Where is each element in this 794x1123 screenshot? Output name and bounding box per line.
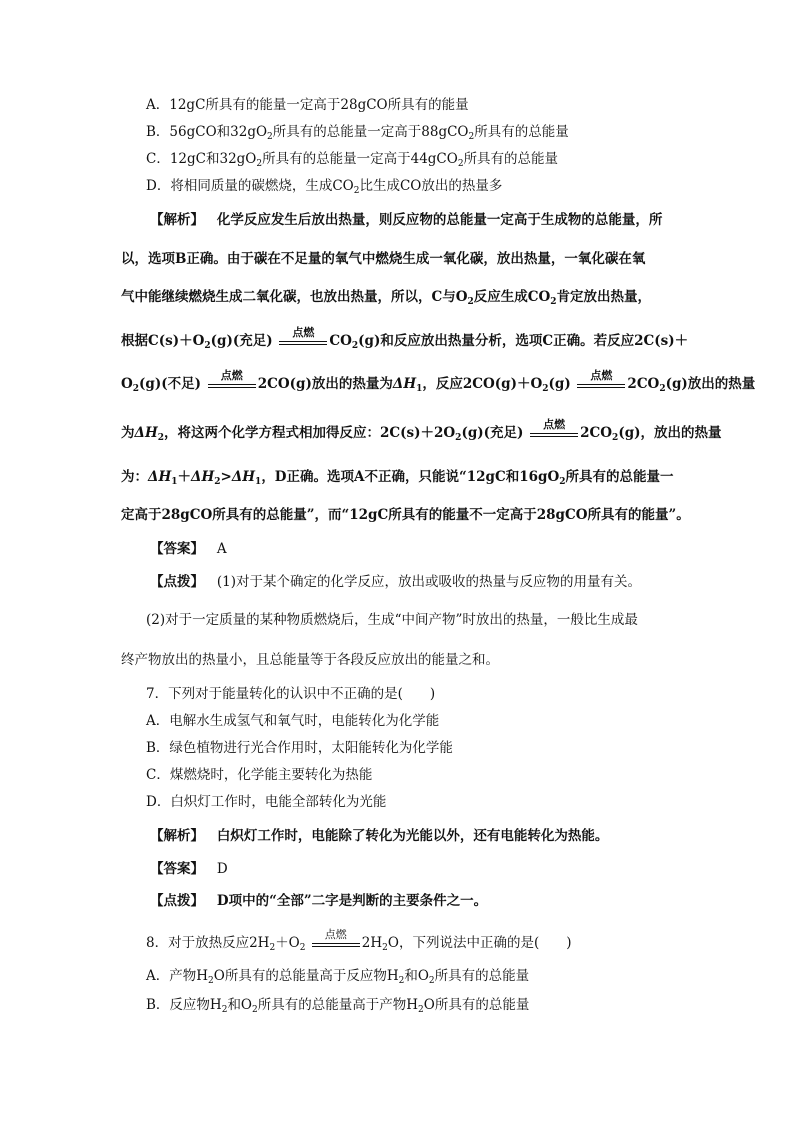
q6-option-b: B．56gCO和$32gO_2$所具有的总能量一定高于88gCO$_2$所具有的总能量 (146, 124, 569, 142)
q7-stem: 7．下列对于能量转化的认识中不正确的是( ) (146, 686, 436, 702)
ignite-arrow: 点燃 (279, 334, 327, 350)
q6-option-a: A．12gC所具有的能量一定高于28gCO所具有的能量 (146, 97, 469, 113)
q6-analysis-line-3: 气中能继续燃烧生成二氧化碳，也放出热量，所以，C与$O_2$反应生成$CO_2$肯定放出热量， (121, 289, 652, 307)
analysis-label: 【解析】 (150, 212, 204, 228)
q6-analysis-line-8: 定高于28gCO所具有的总能量”，而“12gC所具有的能量不一定高于28gCO所具有的能量”。 (121, 507, 690, 523)
q6-analysis-line-5: $O_2(g)$(不足) 点燃 2CO(g)放出的热量为$\Delta H_1$，反应$2CO(g)+O_2(g)$ 点燃 $2CO_2(g)$放出的热量 (121, 368, 756, 394)
q6-option-d: D．将相同质量的碳燃烧，生成$CO_2$比生成CO放出的热量多 (146, 178, 503, 196)
q6-tip-line-3: 终产物放出的热量小，且总能量等于各段反应放出的能量之和。 (121, 652, 499, 668)
q6-answer: 【答案】 A (150, 541, 227, 557)
q6-tip-line-1: 【点拨】 (1)对于某个确定的化学反应，放出或吸收的热量与反应物的用量有关。 (150, 574, 641, 590)
q7-option-b: B．绿色植物进行光合作用时，太阳能转化为化学能 (146, 740, 453, 756)
q7-option-d: D．白炽灯工作时，电能全部转化为光能 (146, 794, 387, 810)
q6-analysis-line-7: 为：$\Delta H_1+\Delta H_2>\Delta H_1$，D正确。选项A不正确，只能说“12gC和$16gO_2$所具有的总能量一 (121, 469, 674, 487)
q7-answer: 【答案】 D (150, 861, 228, 877)
q8-option-b: B．反应物$H_2$和$O_2$所具有的总能量高于产物$H_2O$所具有的总能量 (146, 997, 530, 1015)
q6-tip-line-2: (2)对于一定质量的某种物质燃烧后，生成“中间产物”时放出的热量，一般比生成最 (146, 612, 638, 628)
q7-option-c: C．煤燃烧时，化学能主要转化为热能 (146, 767, 373, 783)
q7-option-a: A．电解水生成氢气和氧气时，电能转化为化学能 (146, 713, 440, 729)
q7-analysis: 【解析】 白炽灯工作时，电能除了转化为光能以外，还有电能转化为热能。 (150, 828, 609, 844)
q6-analysis-line-1: 【解析】 化学反应发生后放出热量，则反应物的总能量一定高于生成物的总能量，所 (150, 212, 663, 228)
q6-analysis-line-6: 为$\Delta H_2$，将这两个化学方程式相加得反应：$2C(s)+2O_2(g)$(充足) 点燃 $2CO_2(g)$，放出的热量 (121, 417, 722, 443)
ignite-arrow: 点燃 (208, 377, 256, 393)
ignite-arrow: 点燃 (312, 936, 360, 952)
q8-stem: 8．对于放热反应$2H_2+O_2$ 点燃 $2H_2O$，下列说法中正确的是( ) (146, 927, 572, 953)
q7-tip: 【点拨】 D项中的“全部”二字是判断的主要条件之一。 (150, 893, 488, 909)
ignite-arrow: 点燃 (577, 377, 625, 393)
q6-option-c: C．12gC和$32gO_2$所具有的总能量一定高于44gCO$_2$所具有的总能量 (146, 151, 559, 169)
ignite-arrow: 点燃 (530, 426, 578, 442)
q6-analysis-line-4: 根据$C(s)+O_2(g)$(充足) 点燃 $CO_2(g)$和反应放出热量分析，选项C正确。若反应2C(s)＋ (121, 325, 689, 351)
q6-analysis-line-2: 以，选项B正确。由于碳在不足量的氧气中燃烧生成一氧化碳，放出热量，一氧化碳在氧 (121, 251, 646, 267)
q8-option-a: A．产物$H_2O$所具有的总能量高于反应物$H_2$和$O_2$所具有的总能量 (146, 968, 530, 986)
